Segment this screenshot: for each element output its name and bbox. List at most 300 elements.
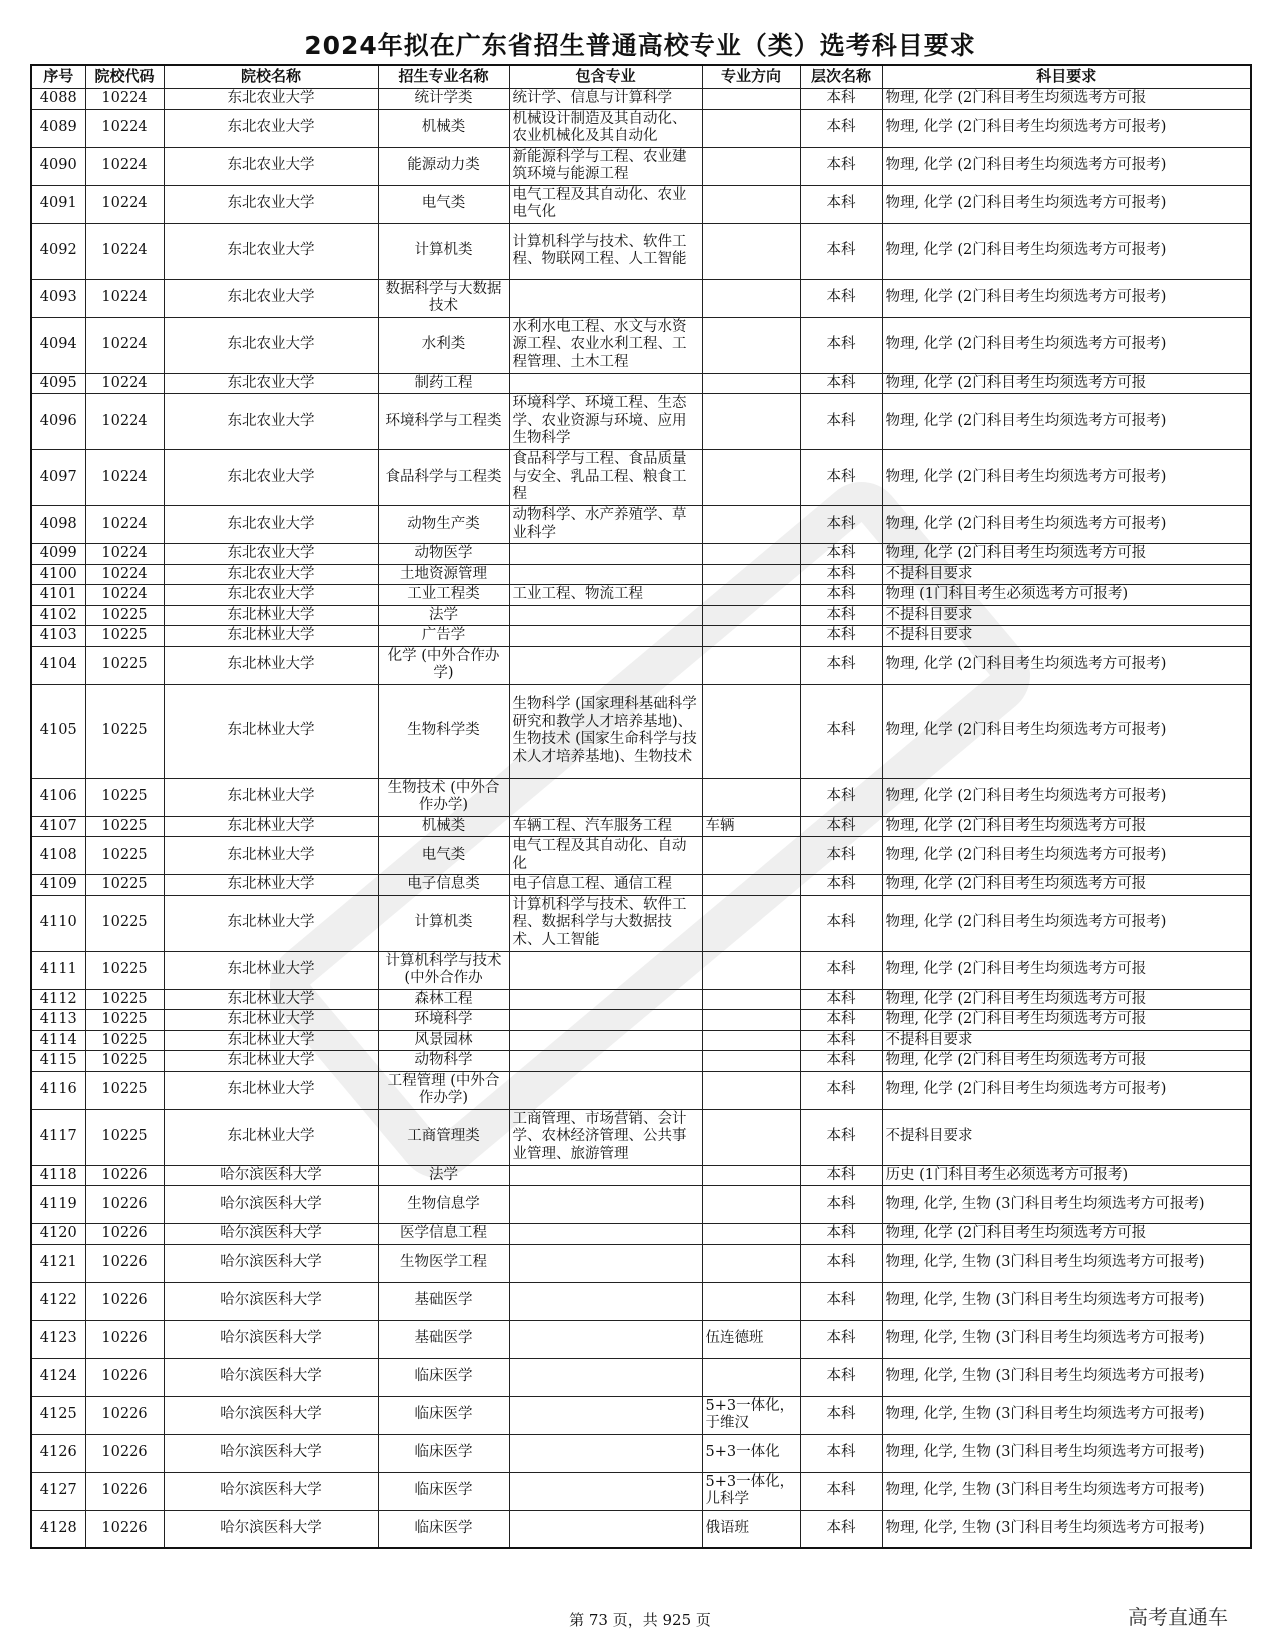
- cell-major: 临床医学: [378, 1510, 509, 1548]
- cell-req: 物理, 化学 (2门科目考生均须选考方可报考): [882, 646, 1251, 684]
- cell-includes: [509, 1282, 702, 1320]
- cell-school: 哈尔滨医科大学: [164, 1320, 378, 1358]
- cell-no: 4100: [31, 564, 85, 585]
- cell-includes: [509, 1396, 702, 1434]
- cell-includes: 工商管理、市场营销、会计学、农林经济管理、公共事业管理、旅游管理: [509, 1109, 702, 1165]
- cell-includes: 机械设计制造及其自动化、农业机械化及其自动化: [509, 109, 702, 147]
- page-footer: 第 73 页，共 925 页: [569, 1611, 711, 1629]
- cell-includes: [509, 1071, 702, 1109]
- cell-code: 10224: [85, 450, 164, 506]
- brand-label: 高考直通车: [1128, 1605, 1228, 1629]
- table-row: [31, 1071, 1251, 1109]
- cell-direction: [702, 1030, 800, 1051]
- cell-school: 东北林业大学: [164, 1030, 378, 1051]
- cell-school: 东北林业大学: [164, 989, 378, 1010]
- cell-req: 物理, 化学 (2门科目考生均须选考方可报考): [882, 837, 1251, 875]
- requirements-table: [30, 64, 1252, 1549]
- cell-level: 本科: [800, 1051, 882, 1072]
- cell-includes: [509, 373, 702, 394]
- cell-direction: [702, 1109, 800, 1165]
- cell-major: 动物生产类: [378, 506, 509, 544]
- cell-req: 物理, 化学 (2门科目考生均须选考方可报考): [882, 1071, 1251, 1109]
- cell-code: 10224: [85, 109, 164, 147]
- cell-major: 法学: [378, 1165, 509, 1186]
- cell-direction: [702, 1165, 800, 1186]
- cell-req: 物理, 化学, 生物 (3门科目考生均须选考方可报考): [882, 1472, 1251, 1510]
- cell-direction: [702, 1186, 800, 1224]
- cell-level: 本科: [800, 1010, 882, 1031]
- cell-no: 4098: [31, 506, 85, 544]
- cell-code: 10224: [85, 89, 164, 110]
- cell-req: 物理, 化学, 生物 (3门科目考生均须选考方可报考): [882, 1244, 1251, 1282]
- cell-major: 动物医学: [378, 544, 509, 565]
- cell-code: 10226: [85, 1396, 164, 1434]
- cell-code: 10225: [85, 1051, 164, 1072]
- cell-code: 10225: [85, 951, 164, 989]
- cell-code: 10224: [85, 317, 164, 373]
- cell-code: 10226: [85, 1165, 164, 1186]
- cell-no: 4102: [31, 605, 85, 626]
- cell-level: 本科: [800, 1224, 882, 1245]
- cell-code: 10224: [85, 147, 164, 185]
- cell-includes: [509, 279, 702, 317]
- cell-req: 物理, 化学 (2门科目考生均须选考方可报: [882, 816, 1251, 837]
- cell-major: 法学: [378, 605, 509, 626]
- table-row: [31, 279, 1251, 317]
- cell-no: 4107: [31, 816, 85, 837]
- cell-school: 东北林业大学: [164, 684, 378, 778]
- cell-major: 计算机科学与技术 (中外合作办: [378, 951, 509, 989]
- cell-direction: [702, 605, 800, 626]
- cell-school: 东北农业大学: [164, 109, 378, 147]
- cell-level: 本科: [800, 544, 882, 565]
- cell-major: 能源动力类: [378, 147, 509, 185]
- cell-includes: 电子信息工程、通信工程: [509, 875, 702, 896]
- table-row: [31, 1320, 1251, 1358]
- cell-school: 东北林业大学: [164, 1051, 378, 1072]
- cell-direction: [702, 875, 800, 896]
- cell-includes: [509, 626, 702, 647]
- table-row: [31, 1051, 1251, 1072]
- cell-school: 东北农业大学: [164, 450, 378, 506]
- table-row: [31, 626, 1251, 647]
- cell-req: 物理, 化学 (2门科目考生均须选考方可报考): [882, 223, 1251, 279]
- cell-major: 电子信息类: [378, 875, 509, 896]
- cell-no: 4126: [31, 1434, 85, 1472]
- cell-req: 物理, 化学 (2门科目考生均须选考方可报: [882, 951, 1251, 989]
- cell-major: 医学信息工程: [378, 1224, 509, 1245]
- table-row: [31, 951, 1251, 989]
- cell-code: 10226: [85, 1510, 164, 1548]
- cell-direction: [702, 646, 800, 684]
- cell-no: 4125: [31, 1396, 85, 1434]
- cell-level: 本科: [800, 895, 882, 951]
- table-row: [31, 317, 1251, 373]
- col-header-school: 院校名称: [164, 65, 378, 89]
- cell-no: 4120: [31, 1224, 85, 1245]
- table-row: [31, 394, 1251, 450]
- table-row: [31, 147, 1251, 185]
- cell-major: 统计学类: [378, 89, 509, 110]
- table-row: [31, 646, 1251, 684]
- cell-no: 4117: [31, 1109, 85, 1165]
- cell-req: 物理, 化学 (2门科目考生均须选考方可报考): [882, 317, 1251, 373]
- cell-req: 物理 (1门科目考生必须选考方可报考): [882, 585, 1251, 606]
- cell-direction: [702, 1358, 800, 1396]
- cell-major: 临床医学: [378, 1396, 509, 1434]
- cell-major: 电气类: [378, 185, 509, 223]
- cell-no: 4127: [31, 1472, 85, 1510]
- cell-includes: [509, 544, 702, 565]
- cell-code: 10224: [85, 506, 164, 544]
- cell-code: 10225: [85, 778, 164, 816]
- col-header-code: 院校代码: [85, 65, 164, 89]
- table-row: [31, 1030, 1251, 1051]
- cell-direction: [702, 450, 800, 506]
- cell-direction: [702, 1224, 800, 1245]
- cell-level: 本科: [800, 989, 882, 1010]
- cell-level: 本科: [800, 1071, 882, 1109]
- cell-level: 本科: [800, 1510, 882, 1548]
- cell-includes: [509, 778, 702, 816]
- cell-req: 物理, 化学, 生物 (3门科目考生均须选考方可报考): [882, 1320, 1251, 1358]
- cell-direction: [702, 684, 800, 778]
- cell-includes: [509, 1165, 702, 1186]
- cell-level: 本科: [800, 450, 882, 506]
- cell-direction: [702, 109, 800, 147]
- cell-major: 计算机类: [378, 895, 509, 951]
- cell-includes: [509, 1510, 702, 1548]
- cell-includes: 电气工程及其自动化、农业电气化: [509, 185, 702, 223]
- cell-direction: [702, 223, 800, 279]
- cell-code: 10226: [85, 1320, 164, 1358]
- cell-direction: 5+3一体化: [702, 1434, 800, 1472]
- cell-code: 10225: [85, 684, 164, 778]
- cell-school: 东北农业大学: [164, 544, 378, 565]
- cell-school: 东北农业大学: [164, 506, 378, 544]
- cell-direction: [702, 373, 800, 394]
- cell-level: 本科: [800, 394, 882, 450]
- col-header-level: 层次名称: [800, 65, 882, 89]
- cell-major: 基础医学: [378, 1320, 509, 1358]
- cell-level: 本科: [800, 1358, 882, 1396]
- cell-code: 10225: [85, 605, 164, 626]
- cell-includes: [509, 1010, 702, 1031]
- cell-direction: [702, 989, 800, 1010]
- cell-direction: [702, 1010, 800, 1031]
- cell-school: 东北农业大学: [164, 185, 378, 223]
- cell-code: 10224: [85, 394, 164, 450]
- cell-major: 动物科学: [378, 1051, 509, 1072]
- table-row: [31, 895, 1251, 951]
- cell-school: 东北农业大学: [164, 279, 378, 317]
- cell-level: 本科: [800, 1109, 882, 1165]
- cell-includes: [509, 1358, 702, 1396]
- table-row: [31, 109, 1251, 147]
- cell-direction: [702, 1244, 800, 1282]
- cell-includes: [509, 1030, 702, 1051]
- cell-req: 物理, 化学 (2门科目考生均须选考方可报: [882, 373, 1251, 394]
- table-row: [31, 1224, 1251, 1245]
- cell-code: 10225: [85, 1109, 164, 1165]
- cell-major: 计算机类: [378, 223, 509, 279]
- cell-includes: 工业工程、物流工程: [509, 585, 702, 606]
- cell-req: 物理, 化学 (2门科目考生均须选考方可报: [882, 1224, 1251, 1245]
- cell-code: 10226: [85, 1434, 164, 1472]
- table-row: [31, 585, 1251, 606]
- cell-req: 物理, 化学 (2门科目考生均须选考方可报: [882, 1051, 1251, 1072]
- col-header-requirements: 科目要求: [882, 65, 1251, 89]
- cell-level: 本科: [800, 646, 882, 684]
- table-row: [31, 816, 1251, 837]
- cell-school: 东北农业大学: [164, 89, 378, 110]
- col-header-direction: 专业方向: [702, 65, 800, 89]
- cell-code: 10224: [85, 185, 164, 223]
- cell-req: 物理, 化学 (2门科目考生均须选考方可报考): [882, 279, 1251, 317]
- cell-major: 生物医学工程: [378, 1244, 509, 1282]
- cell-level: 本科: [800, 875, 882, 896]
- cell-includes: [509, 951, 702, 989]
- cell-major: 环境科学与工程类: [378, 394, 509, 450]
- cell-req: 物理, 化学, 生物 (3门科目考生均须选考方可报考): [882, 1396, 1251, 1434]
- cell-school: 哈尔滨医科大学: [164, 1510, 378, 1548]
- cell-no: 4106: [31, 778, 85, 816]
- cell-direction: 5+3一体化，儿科学: [702, 1472, 800, 1510]
- cell-level: 本科: [800, 837, 882, 875]
- cell-major: 临床医学: [378, 1358, 509, 1396]
- cell-level: 本科: [800, 1165, 882, 1186]
- cell-major: 环境科学: [378, 1010, 509, 1031]
- cell-major: 临床医学: [378, 1472, 509, 1510]
- cell-direction: [702, 837, 800, 875]
- table-row: [31, 875, 1251, 896]
- cell-no: 4122: [31, 1282, 85, 1320]
- table-row: [31, 684, 1251, 778]
- cell-req: 物理, 化学 (2门科目考生均须选考方可报: [882, 875, 1251, 896]
- cell-major: 水利类: [378, 317, 509, 373]
- cell-school: 东北农业大学: [164, 564, 378, 585]
- cell-direction: [702, 778, 800, 816]
- cell-school: 东北农业大学: [164, 373, 378, 394]
- cell-includes: 环境科学、环境工程、生态学、农业资源与环境、应用生物科学: [509, 394, 702, 450]
- cell-includes: [509, 646, 702, 684]
- page-title: 2024年拟在广东省招生普通高校专业（类）选考科目要求: [304, 31, 976, 60]
- cell-major: 机械类: [378, 109, 509, 147]
- cell-req: 物理, 化学 (2门科目考生均须选考方可报: [882, 989, 1251, 1010]
- cell-school: 东北林业大学: [164, 1010, 378, 1031]
- cell-req: 物理, 化学 (2门科目考生均须选考方可报考): [882, 684, 1251, 778]
- cell-no: 4103: [31, 626, 85, 647]
- cell-level: 本科: [800, 1396, 882, 1434]
- cell-no: 4113: [31, 1010, 85, 1031]
- cell-code: 10225: [85, 1010, 164, 1031]
- cell-includes: 水利水电工程、水文与水资源工程、农业水利工程、工程管理、土木工程: [509, 317, 702, 373]
- cell-direction: [702, 1071, 800, 1109]
- cell-req: 物理, 化学 (2门科目考生均须选考方可报考): [882, 778, 1251, 816]
- cell-no: 4091: [31, 185, 85, 223]
- cell-includes: 动物科学、水产养殖学、草业科学: [509, 506, 702, 544]
- cell-includes: [509, 605, 702, 626]
- cell-level: 本科: [800, 626, 882, 647]
- cell-code: 10225: [85, 626, 164, 647]
- table-row: [31, 605, 1251, 626]
- cell-direction: [702, 1051, 800, 1072]
- cell-includes: 统计学、信息与计算科学: [509, 89, 702, 110]
- cell-direction: [702, 564, 800, 585]
- cell-major: 电气类: [378, 837, 509, 875]
- cell-req: 物理, 化学, 生物 (3门科目考生均须选考方可报考): [882, 1358, 1251, 1396]
- cell-school: 东北农业大学: [164, 585, 378, 606]
- cell-school: 哈尔滨医科大学: [164, 1434, 378, 1472]
- table-row: [31, 1010, 1251, 1031]
- cell-code: 10224: [85, 373, 164, 394]
- cell-req: 物理, 化学, 生物 (3门科目考生均须选考方可报考): [882, 1510, 1251, 1548]
- cell-no: 4088: [31, 89, 85, 110]
- table-row: [31, 1244, 1251, 1282]
- cell-code: 10226: [85, 1282, 164, 1320]
- cell-direction: 俄语班: [702, 1510, 800, 1548]
- cell-major: 风景园林: [378, 1030, 509, 1051]
- cell-includes: [509, 1186, 702, 1224]
- cell-req: 不提科目要求: [882, 564, 1251, 585]
- table-row: [31, 837, 1251, 875]
- table-row: [31, 373, 1251, 394]
- cell-school: 东北林业大学: [164, 816, 378, 837]
- cell-no: 4095: [31, 373, 85, 394]
- cell-includes: 新能源科学与工程、农业建筑环境与能源工程: [509, 147, 702, 185]
- cell-code: 10225: [85, 895, 164, 951]
- cell-direction: 伍连德班: [702, 1320, 800, 1358]
- cell-direction: [702, 185, 800, 223]
- cell-req: 物理, 化学 (2门科目考生均须选考方可报考): [882, 185, 1251, 223]
- cell-major: 生物信息学: [378, 1186, 509, 1224]
- cell-req: 物理, 化学 (2门科目考生均须选考方可报考): [882, 109, 1251, 147]
- cell-includes: [509, 1472, 702, 1510]
- cell-school: 东北农业大学: [164, 317, 378, 373]
- cell-school: 东北林业大学: [164, 951, 378, 989]
- cell-code: 10225: [85, 837, 164, 875]
- cell-code: 10226: [85, 1244, 164, 1282]
- col-header-includes: 包含专业: [509, 65, 702, 89]
- cell-major: 工程管理 (中外合作办学): [378, 1071, 509, 1109]
- cell-req: 物理, 化学 (2门科目考生均须选考方可报考): [882, 450, 1251, 506]
- cell-includes: [509, 1224, 702, 1245]
- cell-major: 森林工程: [378, 989, 509, 1010]
- cell-req: 物理, 化学 (2门科目考生均须选考方可报考): [882, 147, 1251, 185]
- cell-school: 东北农业大学: [164, 394, 378, 450]
- cell-includes: 车辆工程、汽车服务工程: [509, 816, 702, 837]
- cell-level: 本科: [800, 1472, 882, 1510]
- cell-req: 历史 (1门科目考生必须选考方可报考): [882, 1165, 1251, 1186]
- cell-school: 哈尔滨医科大学: [164, 1186, 378, 1224]
- cell-school: 东北林业大学: [164, 837, 378, 875]
- cell-level: 本科: [800, 279, 882, 317]
- cell-includes: 计算机科学与技术、软件工程、物联网工程、人工智能: [509, 223, 702, 279]
- cell-level: 本科: [800, 1030, 882, 1051]
- cell-school: 东北林业大学: [164, 1109, 378, 1165]
- cell-school: 东北林业大学: [164, 778, 378, 816]
- cell-direction: 车辆: [702, 816, 800, 837]
- cell-direction: [702, 585, 800, 606]
- cell-major: 食品科学与工程类: [378, 450, 509, 506]
- cell-school: 东北林业大学: [164, 895, 378, 951]
- cell-level: 本科: [800, 1434, 882, 1472]
- cell-school: 哈尔滨医科大学: [164, 1358, 378, 1396]
- cell-direction: [702, 506, 800, 544]
- cell-req: 物理, 化学, 生物 (3门科目考生均须选考方可报考): [882, 1434, 1251, 1472]
- table-row: [31, 450, 1251, 506]
- cell-level: 本科: [800, 951, 882, 989]
- cell-school: 东北农业大学: [164, 147, 378, 185]
- cell-school: 哈尔滨医科大学: [164, 1244, 378, 1282]
- cell-req: 物理, 化学 (2门科目考生均须选考方可报: [882, 89, 1251, 110]
- cell-level: 本科: [800, 778, 882, 816]
- cell-code: 10225: [85, 816, 164, 837]
- cell-no: 4119: [31, 1186, 85, 1224]
- table-row: [31, 1109, 1251, 1165]
- table-row: [31, 989, 1251, 1010]
- cell-major: 基础医学: [378, 1282, 509, 1320]
- cell-level: 本科: [800, 585, 882, 606]
- cell-code: 10224: [85, 585, 164, 606]
- cell-direction: 5+3一体化，于维汉: [702, 1396, 800, 1434]
- table-row: [31, 185, 1251, 223]
- table-row: [31, 544, 1251, 565]
- cell-no: 4128: [31, 1510, 85, 1548]
- cell-direction: [702, 394, 800, 450]
- cell-code: 10224: [85, 223, 164, 279]
- cell-level: 本科: [800, 564, 882, 585]
- cell-level: 本科: [800, 223, 882, 279]
- cell-major: 生物技术 (中外合作办学): [378, 778, 509, 816]
- cell-no: 4123: [31, 1320, 85, 1358]
- cell-major: 工业工程类: [378, 585, 509, 606]
- cell-major: 生物科学类: [378, 684, 509, 778]
- cell-level: 本科: [800, 109, 882, 147]
- cell-no: 4121: [31, 1244, 85, 1282]
- cell-no: 4096: [31, 394, 85, 450]
- cell-direction: [702, 626, 800, 647]
- cell-school: 东北农业大学: [164, 223, 378, 279]
- cell-code: 10226: [85, 1186, 164, 1224]
- cell-includes: 生物科学 (国家理科基础科学研究和教学人才培养基地)、生物技术 (国家生命科学与技术人才培养基地)、生物技术: [509, 684, 702, 778]
- table-row: [31, 1434, 1251, 1472]
- cell-level: 本科: [800, 1244, 882, 1282]
- cell-no: 4104: [31, 646, 85, 684]
- cell-level: 本科: [800, 1282, 882, 1320]
- cell-no: 4116: [31, 1071, 85, 1109]
- cell-no: 4099: [31, 544, 85, 565]
- cell-direction: [702, 279, 800, 317]
- cell-includes: [509, 1244, 702, 1282]
- cell-no: 4092: [31, 223, 85, 279]
- cell-req: 物理, 化学 (2门科目考生均须选考方可报: [882, 1010, 1251, 1031]
- table-row: [31, 1510, 1251, 1548]
- cell-includes: [509, 989, 702, 1010]
- cell-code: 10226: [85, 1358, 164, 1396]
- cell-req: 物理, 化学, 生物 (3门科目考生均须选考方可报考): [882, 1282, 1251, 1320]
- cell-level: 本科: [800, 1186, 882, 1224]
- cell-code: 10226: [85, 1472, 164, 1510]
- cell-no: 4118: [31, 1165, 85, 1186]
- cell-req: 物理, 化学, 生物 (3门科目考生均须选考方可报考): [882, 1186, 1251, 1224]
- cell-school: 哈尔滨医科大学: [164, 1472, 378, 1510]
- cell-level: 本科: [800, 317, 882, 373]
- cell-major: 工商管理类: [378, 1109, 509, 1165]
- cell-code: 10225: [85, 646, 164, 684]
- cell-school: 东北林业大学: [164, 1071, 378, 1109]
- cell-major: 广告学: [378, 626, 509, 647]
